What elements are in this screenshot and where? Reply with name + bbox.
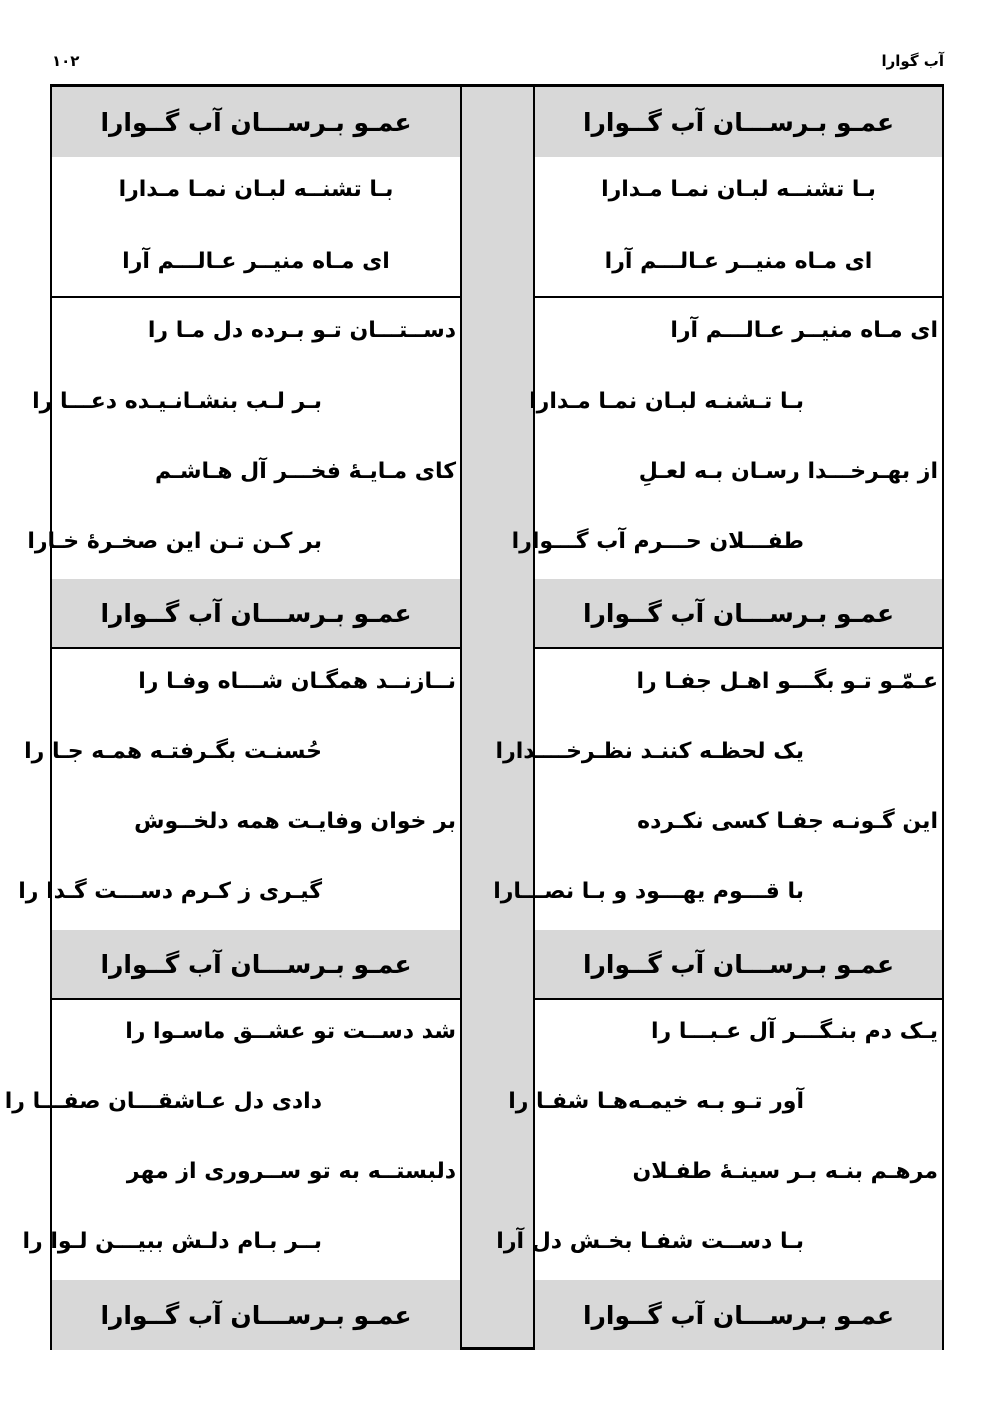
stanza-verse: یـک دم بنـگـــر آل عـبـــا را — [651, 1019, 938, 1044]
stanza-verse: از بهـرخـــدا رسـان بـه لعـلِ — [638, 459, 938, 484]
opening-verse: بـا تشنــه لبـان نمـا مـدارا — [118, 177, 394, 202]
stanza-verse: بـر لـب بنشـانـیـده دعـــا را — [32, 389, 322, 414]
refrain-band — [52, 1280, 460, 1350]
right-column — [493, 87, 944, 1347]
divider — [533, 296, 944, 298]
refrain-text: عمـو بـرســـان آب گــوارا — [100, 107, 412, 137]
stanza-verse: حُسنـت بگـرفتـه همـه جـا را — [24, 739, 322, 764]
stanza-verse: بــر بـام دلـش ببیـــن لـوا را — [22, 1229, 322, 1254]
refrain-band — [535, 579, 942, 647]
stanza-verse: این گـونـه جفـا کسی نکـرده — [637, 809, 938, 834]
opening-verse: ای مـاه منیــر عـالـــم آرا — [604, 249, 873, 274]
refrain-band — [52, 930, 460, 998]
running-title: آب گوارا — [881, 52, 944, 70]
stanza-verse: عـمّـو تـو بگـــو اهـل جفـا را — [636, 669, 938, 694]
stanza-verse: طفـــلان حـــرم آب گـــوارا — [511, 529, 804, 554]
divider — [50, 647, 462, 649]
stanza-verse: دادی دل عـاشقـــان صفـــا را — [4, 1089, 322, 1114]
stanza-verse: بر کـن تـن این صخـرۀ خـارا — [27, 529, 322, 554]
refrain-text: عمـو بـرســـان آب گــوارا — [582, 949, 895, 979]
stanza-verse: کای مـایـۀ فخـــر آل هـاشـم — [155, 459, 456, 484]
stanza-verse: دلبستــه به تو ســروری از مهر — [126, 1159, 456, 1184]
stanza-verse: دســتـــان تـو بـرده دل مـا را — [147, 318, 456, 343]
stanza-verse: گیـری ز کـرم دســـت گـدا را — [18, 879, 322, 904]
divider — [533, 647, 944, 649]
refrain-band — [52, 87, 460, 157]
divider — [533, 998, 944, 1000]
page-number: ۱۰۲ — [52, 52, 80, 70]
refrain-band — [535, 930, 942, 998]
middle-gutter — [462, 87, 533, 1347]
refrain-text: عمـو بـرســـان آب گــوارا — [100, 598, 412, 628]
refrain-text: عمـو بـرســـان آب گــوارا — [582, 1300, 895, 1330]
stanza-verse: بـا دســت شفـا بخـش دل آرا — [496, 1229, 804, 1254]
divider — [50, 296, 462, 298]
stanza-verse: نــازنــد همگـان شـــاه وفـا را — [138, 669, 456, 694]
stanza-verse: بـا تـشنـه لبـان نمـا مـدارا — [529, 389, 804, 414]
stanza-verse: یک لحظـه کننـد نظـرخــــدارا — [495, 739, 804, 764]
left-column — [4, 87, 462, 1347]
stanza-verse: مرهـم بنـه بـر سینـۀ طفـلان — [632, 1159, 938, 1184]
refrain-text: عمـو بـرســـان آب گــوارا — [100, 1300, 412, 1330]
stanza-verse: بر خوان وفایـت همه دلخــوش — [134, 809, 456, 834]
opening-verse: ای مـاه منیــر عـالـــم آرا — [122, 249, 390, 274]
poem-table — [4, 84, 944, 1350]
divider — [50, 998, 462, 1000]
stanza-verse: آور تـو بـه خیمـه‌هـا شفـا را — [508, 1089, 804, 1114]
stanza-verse: با قـــوم یهـــود و بـا نصـــارا — [493, 879, 804, 904]
refrain-text: عمـو بـرســـان آب گــوارا — [100, 949, 412, 979]
refrain-band — [52, 579, 460, 647]
refrain-band — [535, 87, 942, 157]
stanza-verse: شد دســت تو عشــق ماسـوا را — [125, 1019, 456, 1044]
refrain-text: عمـو بـرســـان آب گــوارا — [582, 107, 895, 137]
opening-verse: بـا تشنــه لبـان نمـا مـدارا — [601, 177, 876, 202]
stanza-verse: ای مـاه منیــر عـالـــم آرا — [670, 318, 938, 343]
refrain-band — [535, 1280, 942, 1350]
refrain-text: عمـو بـرســـان آب گــوارا — [582, 598, 895, 628]
